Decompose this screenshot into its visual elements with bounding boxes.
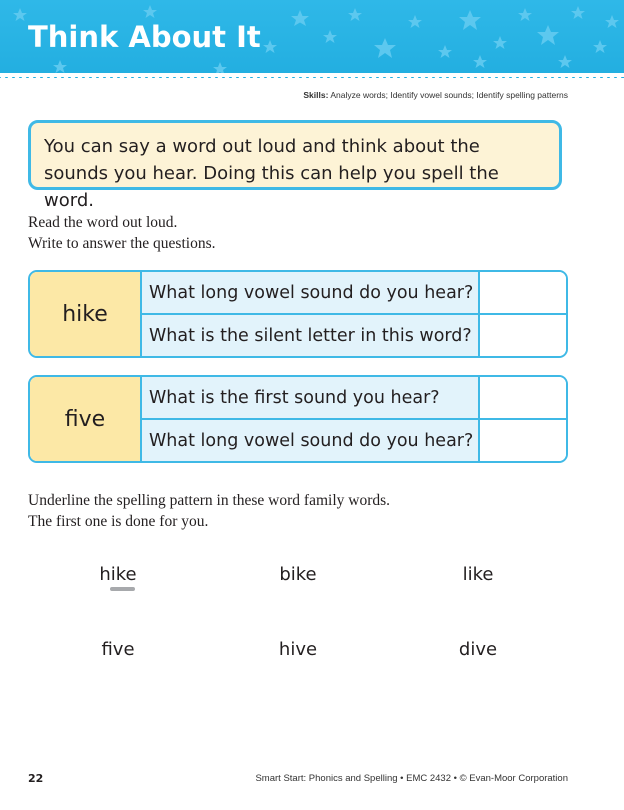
question-text: What long vowel sound do you hear?	[142, 272, 478, 315]
instructions-underline	[28, 490, 390, 532]
answer-field[interactable]	[478, 315, 568, 356]
instruction-line: Write to answer the questions.	[28, 235, 216, 252]
answer-field[interactable]	[478, 420, 568, 461]
word-family-word[interactable]: five	[101, 639, 135, 660]
callout-text: You can say a word out loud and think about the sounds you hear. Doing this can help you spell the word.	[44, 136, 499, 211]
dotted-border	[0, 73, 624, 78]
question-box-hike	[28, 270, 568, 358]
word-family-word[interactable]: hike	[99, 564, 137, 585]
word-family-word[interactable]: hive	[278, 639, 318, 660]
instruction-line: Underline the spelling pattern in these word family words.	[28, 492, 391, 509]
skills-text: Analyze words; Identify vowel sounds; Identify spelling patterns	[330, 90, 568, 100]
target-word: five	[30, 377, 142, 461]
target-word: hike	[30, 272, 142, 356]
question-text: What is the first sound you hear?	[142, 377, 478, 420]
skills-line	[303, 90, 568, 100]
answer-field[interactable]	[478, 377, 566, 420]
question-box-five	[28, 375, 568, 463]
word-family-word[interactable]: bike	[279, 564, 317, 585]
instruction-line: The first one is done for you.	[28, 513, 209, 530]
answer-field[interactable]	[478, 272, 566, 315]
page-title: Think About It	[28, 20, 261, 54]
footer-credit: Smart Start: Phonics and Spelling • EMC 2432 • © Evan-Moor Corporation	[255, 773, 568, 784]
question-text: What is the silent letter in this word?	[142, 315, 478, 356]
header-banner	[0, 0, 624, 78]
example-underline	[110, 587, 135, 591]
page-number: 22	[28, 772, 44, 785]
skills-label: Skills:	[303, 90, 329, 100]
instruction-line: Read the word out loud.	[28, 214, 178, 231]
question-text: What long vowel sound do you hear?	[142, 420, 478, 461]
instructions-read	[28, 212, 215, 254]
word-family-word[interactable]: like	[462, 564, 494, 585]
word-family-word[interactable]: dive	[458, 639, 498, 660]
tip-callout	[28, 120, 562, 211]
